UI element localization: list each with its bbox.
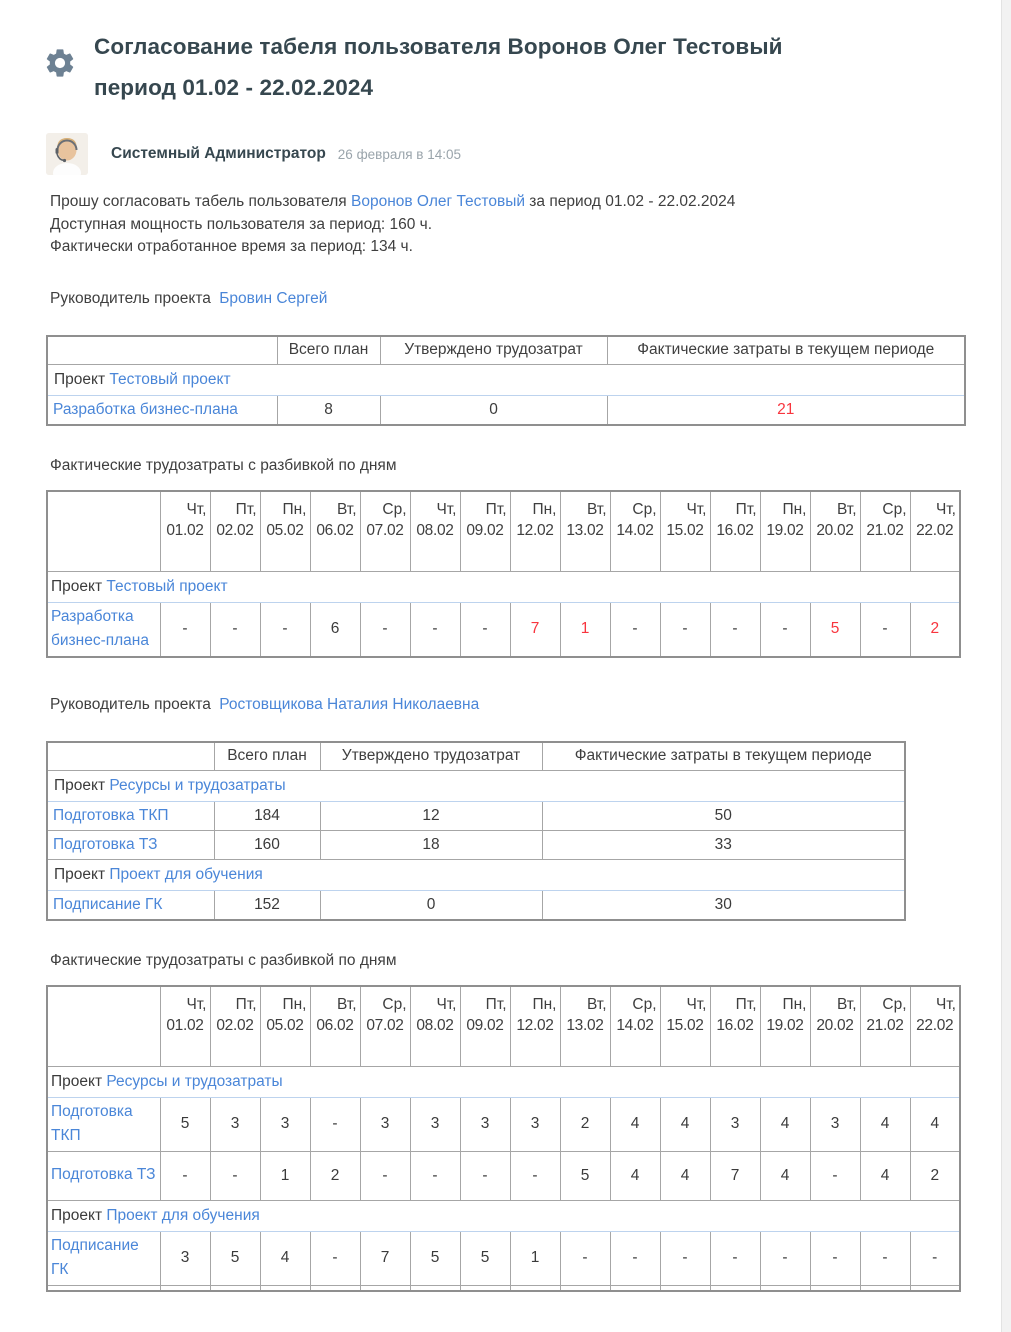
column-header: Фактические затраты в текущем периоде — [542, 742, 905, 771]
manager-line-1 — [50, 290, 1011, 308]
day-value-cell: 7 — [710, 1151, 760, 1200]
day-of-week: Чт, — [436, 500, 457, 518]
day-column-header — [160, 986, 210, 1067]
day-value-cell: 2 — [910, 1151, 960, 1200]
day-date: 06.02 — [316, 1016, 354, 1034]
day-value-cell: 3 — [710, 1097, 760, 1151]
day-value-cell: - — [310, 1097, 360, 1151]
day-date: 07.02 — [366, 521, 404, 539]
day-column-header — [210, 491, 260, 572]
daily-table-wrapper-1 — [46, 490, 1011, 658]
header-row — [47, 491, 960, 572]
day-value-cell: 4 — [260, 1231, 310, 1285]
manager-line-2 — [50, 696, 1011, 714]
project-link[interactable]: Тестовый проект — [106, 577, 228, 595]
value-cell: 50 — [542, 801, 905, 830]
clipped-cell — [810, 1285, 860, 1291]
day-value-cell: - — [860, 602, 910, 657]
day-value-cell: - — [660, 602, 710, 657]
task-row — [47, 602, 960, 657]
clipped-cell — [510, 1285, 560, 1291]
day-of-week: Вт, — [836, 995, 857, 1013]
task-name-cell — [47, 1151, 160, 1200]
day-date: 20.02 — [816, 1016, 854, 1034]
day-of-week: Чт, — [686, 500, 707, 518]
day-of-week: Чт, — [436, 995, 457, 1013]
project-row — [47, 1200, 960, 1231]
day-value-cell: 7 — [510, 602, 560, 657]
project-prefix: Проект — [51, 1206, 107, 1224]
task-row — [47, 801, 905, 830]
day-value-cell: - — [410, 1151, 460, 1200]
day-of-week: Ср, — [382, 500, 407, 518]
day-column-header — [310, 986, 360, 1067]
day-date: 01.02 — [166, 521, 204, 539]
task-link[interactable]: Подготовка ТЗ — [53, 835, 158, 853]
day-of-week: Пт, — [485, 995, 507, 1013]
day-value-cell: - — [860, 1231, 910, 1285]
summary-table-wrapper-1 — [46, 335, 1011, 426]
day-value-cell: - — [660, 1231, 710, 1285]
daily-breakdown-table — [46, 985, 961, 1292]
day-column-header — [460, 491, 510, 572]
task-link[interactable]: Разработка бизнес-плана — [51, 607, 149, 649]
clipped-cell — [360, 1285, 410, 1291]
day-column-header — [310, 491, 360, 572]
day-date: 08.02 — [416, 1016, 454, 1034]
task-name-cell — [47, 1231, 160, 1285]
task-link[interactable]: Разработка бизнес-плана — [53, 400, 238, 418]
clipped-cell — [860, 1285, 910, 1291]
day-of-week: Пн, — [782, 995, 807, 1013]
day-date: 20.02 — [816, 521, 854, 539]
value-cell: 12 — [320, 801, 542, 830]
value-cell: 21 — [607, 395, 965, 425]
day-of-week: Пн, — [782, 500, 807, 518]
day-of-week: Чт, — [935, 995, 956, 1013]
project-cell — [47, 1200, 960, 1231]
day-value-cell: 2 — [310, 1151, 360, 1200]
day-value-cell: 3 — [260, 1097, 310, 1151]
day-column-header — [210, 986, 260, 1067]
task-name-cell — [47, 801, 214, 830]
scrollbar[interactable] — [1001, 0, 1011, 1332]
user-link[interactable]: Воронов Олег Тестовый — [351, 193, 525, 210]
day-value-cell: 5 — [810, 602, 860, 657]
day-date: 13.02 — [566, 1016, 604, 1034]
gear-icon — [40, 46, 80, 85]
project-link[interactable]: Проект для обучения — [106, 1206, 260, 1224]
day-value-cell: 3 — [510, 1097, 560, 1151]
project-prefix: Проект — [51, 1072, 107, 1090]
day-value-cell: - — [310, 1231, 360, 1285]
day-value-cell: - — [810, 1151, 860, 1200]
day-value-cell: 5 — [560, 1151, 610, 1200]
clipped-cell — [47, 1285, 160, 1291]
author-name: Системный Администратор — [111, 145, 326, 162]
day-column-header — [660, 986, 710, 1067]
day-date: 13.02 — [566, 521, 604, 539]
day-value-cell: - — [710, 1231, 760, 1285]
day-date: 14.02 — [616, 1016, 654, 1034]
project-link[interactable]: Ресурсы и трудозатраты — [109, 776, 286, 794]
day-date: 12.02 — [516, 521, 554, 539]
clipped-cell — [210, 1285, 260, 1291]
task-row — [47, 1097, 960, 1151]
day-value-cell: - — [710, 602, 760, 657]
day-value-cell: 4 — [860, 1151, 910, 1200]
project-link[interactable]: Ресурсы и трудозатраты — [106, 1072, 283, 1090]
day-value-cell: 4 — [760, 1151, 810, 1200]
day-of-week: Пн, — [282, 500, 307, 518]
clipped-cell — [660, 1285, 710, 1291]
column-header — [47, 742, 214, 771]
day-date: 12.02 — [516, 1016, 554, 1034]
value-cell: 152 — [214, 890, 320, 920]
day-of-week: Ср, — [882, 995, 907, 1013]
day-column-header — [560, 491, 610, 572]
daily-table-title-1: Фактические трудозатраты с разбивкой по дням — [50, 456, 397, 474]
day-date: 15.02 — [666, 1016, 704, 1034]
worked-time-line: Фактически отработанное время за период: 134 ч. — [50, 238, 413, 255]
task-link[interactable]: Подготовка ТКП — [53, 806, 169, 824]
day-column-header — [510, 491, 560, 572]
day-column-header — [660, 491, 710, 572]
day-value-cell: 1 — [560, 602, 610, 657]
header-row — [47, 986, 960, 1067]
day-date: 22.02 — [916, 1016, 954, 1034]
column-header — [47, 336, 277, 365]
day-value-cell: - — [560, 1231, 610, 1285]
day-value-cell: 1 — [510, 1231, 560, 1285]
day-date: 21.02 — [866, 521, 904, 539]
task-name-cell — [47, 890, 214, 920]
day-value-cell: 4 — [610, 1151, 660, 1200]
day-date: 05.02 — [266, 521, 304, 539]
day-column-header — [860, 986, 910, 1067]
capacity-line: Доступная мощность пользователя за период: 160 ч. — [50, 215, 433, 233]
day-value-cell: - — [460, 602, 510, 657]
project-row — [47, 859, 905, 890]
day-value-cell: - — [810, 1231, 860, 1285]
task-link[interactable]: Подготовка ТЗ — [51, 1166, 156, 1184]
day-of-week: Пт, — [235, 500, 257, 518]
avatar — [46, 133, 88, 175]
day-of-week: Ср, — [632, 500, 657, 518]
day-column-header — [810, 986, 860, 1067]
day-of-week: Ср, — [882, 500, 907, 518]
day-value-cell: 4 — [860, 1097, 910, 1151]
task-link[interactable]: Подписание ГК — [53, 895, 163, 913]
day-column-header — [610, 491, 660, 572]
day-value-cell: - — [510, 1151, 560, 1200]
value-cell: 33 — [542, 830, 905, 859]
day-date: 06.02 — [316, 521, 354, 539]
day-value-cell: - — [610, 602, 660, 657]
day-of-week: Вт, — [586, 500, 607, 518]
clipped-cell — [460, 1285, 510, 1291]
day-column-header — [410, 986, 460, 1067]
column-header: Всего план — [214, 742, 320, 771]
task-name-cell — [47, 1097, 160, 1151]
day-value-cell: 3 — [160, 1231, 210, 1285]
day-of-week: Вт, — [586, 995, 607, 1013]
day-value-cell: 3 — [210, 1097, 260, 1151]
project-prefix: Проект — [51, 577, 107, 595]
day-of-week: Пт, — [485, 500, 507, 518]
task-link[interactable]: Подготовка ТКП — [51, 1102, 133, 1144]
day-column-header — [860, 491, 910, 572]
value-cell: 30 — [542, 890, 905, 920]
value-cell: 18 — [320, 830, 542, 859]
project-row — [47, 1066, 960, 1097]
project-prefix: Проект — [54, 776, 110, 794]
day-of-week: Пт, — [735, 500, 757, 518]
day-column-header — [260, 986, 310, 1067]
day-value-cell: - — [160, 1151, 210, 1200]
day-value-cell: - — [410, 602, 460, 657]
project-cell — [47, 859, 905, 890]
header-row — [47, 336, 965, 365]
day-date: 14.02 — [616, 521, 654, 539]
day-of-week: Вт, — [336, 995, 357, 1013]
corner-header — [47, 491, 160, 572]
day-date: 09.02 — [466, 1016, 504, 1034]
project-link[interactable]: Проект для обучения — [109, 865, 263, 883]
day-value-cell: 3 — [460, 1097, 510, 1151]
task-row — [47, 395, 965, 425]
day-value-cell: 4 — [760, 1097, 810, 1151]
day-value-cell: - — [360, 602, 410, 657]
page-title-line2: период 01.02 - 22.02.2024 — [94, 75, 374, 100]
day-of-week: Чт, — [186, 995, 207, 1013]
day-of-week: Чт, — [935, 500, 956, 518]
day-value-cell: 5 — [410, 1231, 460, 1285]
day-value-cell: 4 — [660, 1151, 710, 1200]
value-cell: 160 — [214, 830, 320, 859]
day-date: 19.02 — [766, 521, 804, 539]
day-value-cell: 4 — [910, 1097, 960, 1151]
clipped-cell — [610, 1285, 660, 1291]
day-of-week: Чт, — [186, 500, 207, 518]
day-date: 19.02 — [766, 1016, 804, 1034]
day-value-cell: 3 — [410, 1097, 460, 1151]
day-value-cell: - — [760, 1231, 810, 1285]
day-date: 16.02 — [716, 521, 754, 539]
day-of-week: Вт, — [336, 500, 357, 518]
day-value-cell: 5 — [160, 1097, 210, 1151]
value-cell: 0 — [320, 890, 542, 920]
task-name-cell — [47, 395, 277, 425]
day-column-header — [360, 491, 410, 572]
day-column-header — [510, 986, 560, 1067]
title-row — [46, 26, 1011, 108]
value-cell: 8 — [277, 395, 380, 425]
task-row — [47, 1151, 960, 1200]
day-value-cell: - — [260, 602, 310, 657]
project-row — [47, 571, 960, 602]
column-header: Фактические затраты в текущем периоде — [607, 336, 965, 365]
author-row — [46, 133, 1011, 175]
column-header: Утверждено трудозатрат — [320, 742, 542, 771]
summary-table-wrapper-2 — [46, 741, 1011, 921]
day-value-cell: - — [160, 602, 210, 657]
daily-table-wrapper-2 — [46, 985, 1011, 1292]
clipped-cell — [310, 1285, 360, 1291]
manager-label: Руководитель проекта — [50, 289, 211, 307]
day-of-week: Чт, — [686, 995, 707, 1013]
day-column-header — [160, 491, 210, 572]
day-column-header — [560, 986, 610, 1067]
request-text — [50, 191, 1011, 259]
day-of-week: Пн, — [532, 500, 557, 518]
task-row — [47, 890, 905, 920]
day-value-cell: - — [210, 602, 260, 657]
day-date: 08.02 — [416, 521, 454, 539]
day-date: 02.02 — [216, 521, 254, 539]
manager-link[interactable]: Ростовщикова Наталия Николаевна — [219, 695, 480, 713]
day-column-header — [610, 986, 660, 1067]
project-row — [47, 364, 965, 395]
day-of-week: Пн, — [282, 995, 307, 1013]
project-prefix: Проект — [54, 865, 110, 883]
column-header: Всего план — [277, 336, 380, 365]
project-link[interactable]: Тестовый проект — [109, 370, 231, 388]
task-name-cell — [47, 602, 160, 657]
day-column-header — [710, 986, 760, 1067]
day-date: 22.02 — [916, 521, 954, 539]
day-date: 02.02 — [216, 1016, 254, 1034]
day-of-week: Пт, — [235, 995, 257, 1013]
day-date: 05.02 — [266, 1016, 304, 1034]
request-line1-prefix: Прошу согласовать табель пользователя — [50, 193, 352, 210]
clipped-cell — [560, 1285, 610, 1291]
day-value-cell: 4 — [660, 1097, 710, 1151]
day-date: 01.02 — [166, 1016, 204, 1034]
clipped-cell — [160, 1285, 210, 1291]
project-row — [47, 770, 905, 801]
project-cell — [47, 571, 960, 602]
day-value-cell: - — [910, 1231, 960, 1285]
request-line1-suffix: за период 01.02 - 22.02.2024 — [525, 193, 736, 210]
project-cell — [47, 1066, 960, 1097]
clipped-row — [47, 1285, 960, 1291]
day-column-header — [410, 491, 460, 572]
corner-header — [47, 986, 160, 1067]
day-value-cell: - — [210, 1151, 260, 1200]
day-value-cell: 6 — [310, 602, 360, 657]
day-date: 21.02 — [866, 1016, 904, 1034]
day-date: 16.02 — [716, 1016, 754, 1034]
header-row — [47, 742, 905, 771]
day-column-header — [910, 491, 960, 572]
day-of-week: Вт, — [836, 500, 857, 518]
day-column-header — [760, 491, 810, 572]
page-title-line1: Согласование табеля пользователя Воронов Олег Тестовый — [94, 34, 783, 59]
day-column-header — [760, 986, 810, 1067]
day-of-week: Ср, — [382, 995, 407, 1013]
day-column-header — [460, 986, 510, 1067]
day-column-header — [710, 491, 760, 572]
day-value-cell: 7 — [360, 1231, 410, 1285]
task-row — [47, 830, 905, 859]
day-value-cell: - — [610, 1231, 660, 1285]
manager-link[interactable]: Бровин Сергей — [219, 289, 328, 307]
timestamp: 26 февраля в 14:05 — [337, 146, 462, 162]
plan-summary-table — [46, 335, 966, 426]
day-date: 07.02 — [366, 1016, 404, 1034]
day-of-week: Ср, — [632, 995, 657, 1013]
day-of-week: Пн, — [532, 995, 557, 1013]
day-date: 15.02 — [666, 521, 704, 539]
project-prefix: Проект — [54, 370, 110, 388]
day-value-cell: 3 — [360, 1097, 410, 1151]
project-cell — [47, 364, 965, 395]
day-value-cell: 2 — [910, 602, 960, 657]
page-title — [94, 26, 783, 108]
clipped-cell — [260, 1285, 310, 1291]
day-value-cell: 5 — [460, 1231, 510, 1285]
plan-summary-table — [46, 741, 906, 921]
day-date: 09.02 — [466, 521, 504, 539]
task-row — [47, 1231, 960, 1285]
day-value-cell: - — [760, 602, 810, 657]
clipped-cell — [410, 1285, 460, 1291]
day-column-header — [910, 986, 960, 1067]
value-cell: 184 — [214, 801, 320, 830]
clipped-cell — [910, 1285, 960, 1291]
clipped-cell — [710, 1285, 760, 1291]
day-value-cell: 1 — [260, 1151, 310, 1200]
day-column-header — [810, 491, 860, 572]
day-value-cell: - — [460, 1151, 510, 1200]
day-value-cell: 4 — [610, 1097, 660, 1151]
day-value-cell: - — [360, 1151, 410, 1200]
manager-label: Руководитель проекта — [50, 695, 211, 713]
value-cell: 0 — [380, 395, 607, 425]
day-value-cell: 5 — [210, 1231, 260, 1285]
day-of-week: Пт, — [735, 995, 757, 1013]
day-column-header — [260, 491, 310, 572]
daily-breakdown-table — [46, 490, 961, 658]
task-name-cell — [47, 830, 214, 859]
day-value-cell: 3 — [810, 1097, 860, 1151]
clipped-cell — [760, 1285, 810, 1291]
day-column-header — [360, 986, 410, 1067]
day-value-cell: 2 — [560, 1097, 610, 1151]
daily-table-title-2: Фактические трудозатраты с разбивкой по дням — [50, 951, 397, 969]
column-header: Утверждено трудозатрат — [380, 336, 607, 365]
project-cell — [47, 770, 905, 801]
task-link[interactable]: Подписание ГК — [51, 1236, 139, 1278]
